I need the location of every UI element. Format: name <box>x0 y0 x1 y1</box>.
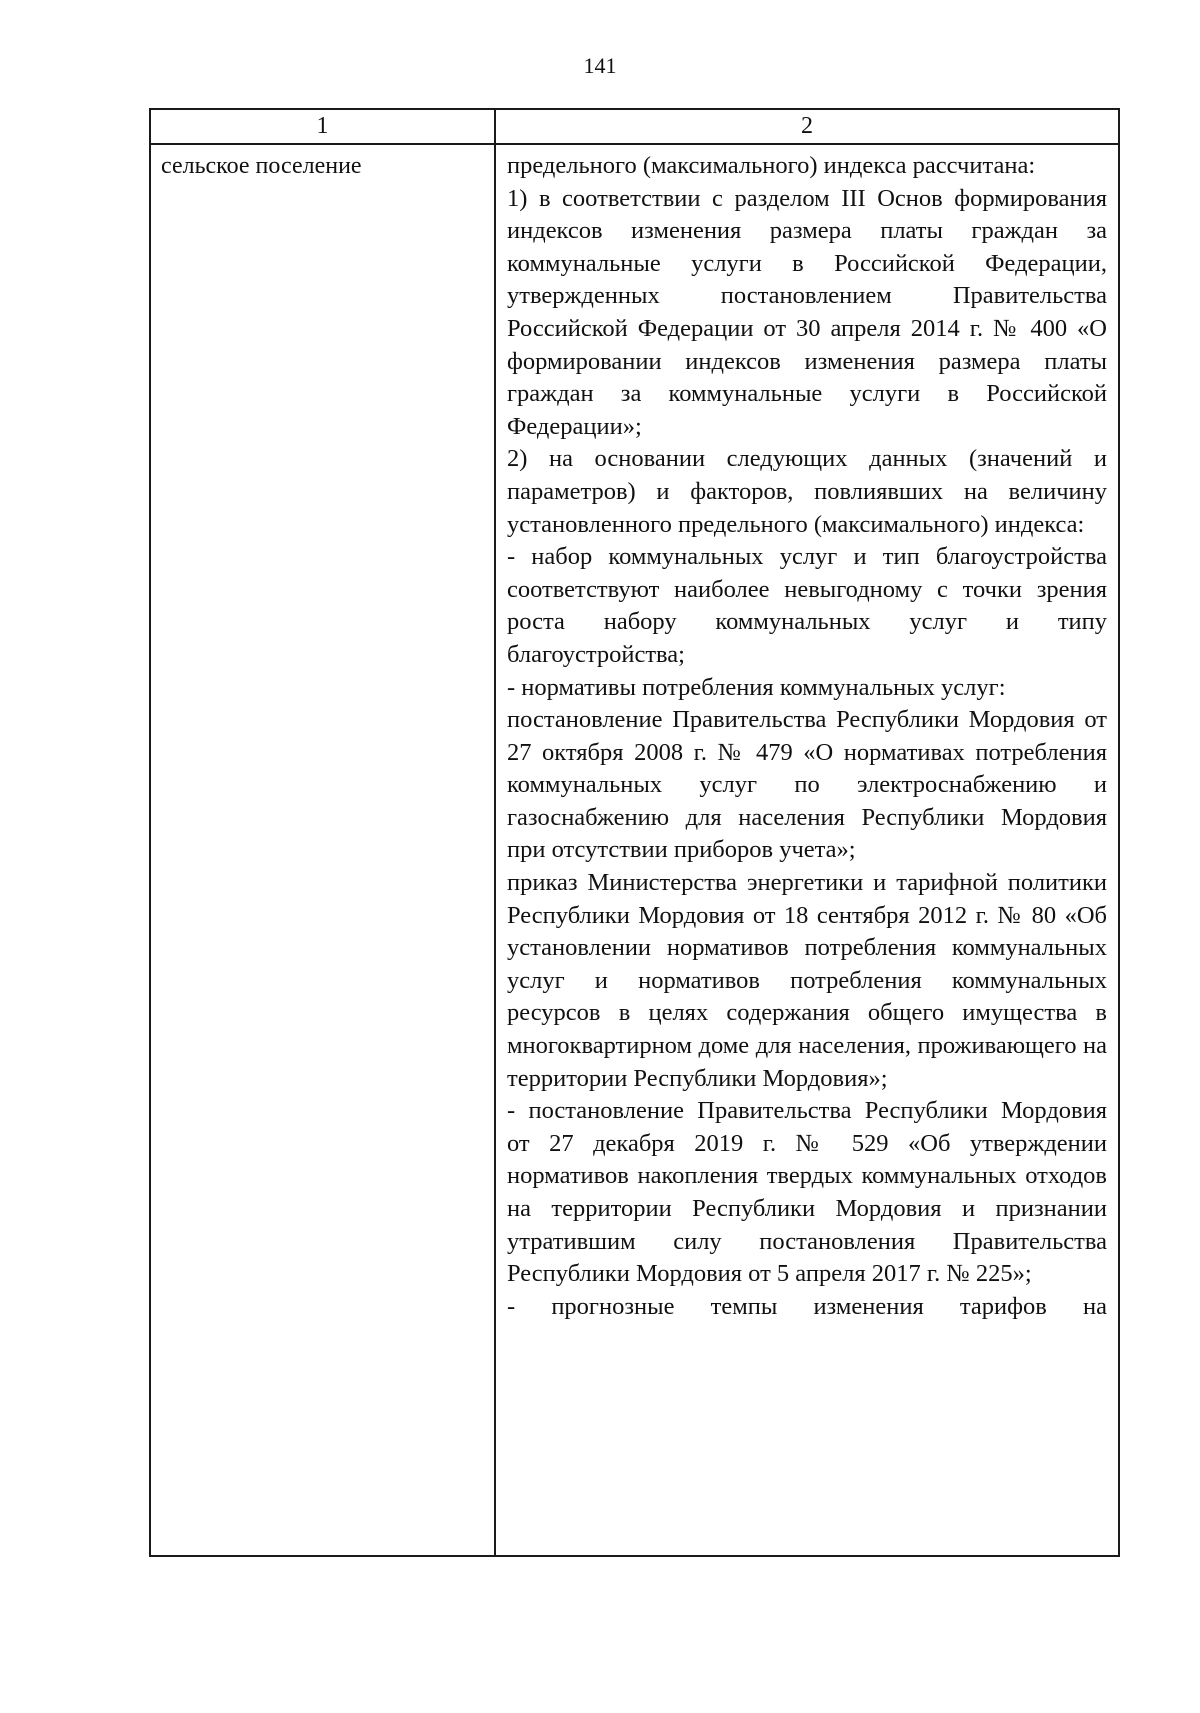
table-header-row <box>151 110 1118 145</box>
paragraph-tariff-forecast: - прогнозные темпы изменения тарифов на <box>507 1292 1107 1320</box>
column-header-1: 1 <box>316 113 329 139</box>
paragraph-resolution-529: - постановление Правительства Республики Мордовия от 27 декабря 2019 г. № 529 «Об утверждении нормативов накопления твердых коммунальных отходов на территории Республики Мордовия и признании утратившим силу постановления Правительства Республики Мордовия от 5 апреля 2017 г. № 225»; <box>507 1097 1107 1288</box>
paragraph-consumption-norms: - нормативы потребления коммунальных услуг: <box>507 673 1006 701</box>
column-header-2: 2 <box>801 113 813 139</box>
paragraph-intro: предельного (максимального) индекса рассчитана: <box>507 152 1036 179</box>
paragraph-item-1: 1) в соответствии с разделом III Основ формирования индексов изменения размера платы граждан за коммунальные услуги в Российской Федерации, утвержденных постановлением Правительства Российской Федерации от 30 апреля 2014 г. № 400 «О формировании индексов изменения размера платы граждан за коммунальные услуги в Российской Федерации»; <box>507 184 1107 440</box>
description-cell <box>507 150 1107 1323</box>
paragraph-order-80: приказ Министерства энергетики и тарифной политики Республики Мордовия от 18 сентября 2012 г. № 80 «Об установлении нормативов потребления коммунальных услуг и нормативов потребления коммунальных ресурсов в целях содержания общего имущества в многоквартирном доме для населения, проживающего на территории Республики Мордовия»; <box>507 869 1107 1092</box>
paragraph-resolution-479: постановление Правительства Республики Мордовия от 27 октября 2008 г. № 479 «О нормативах потребления коммунальных услуг по электроснабжению и газоснабжению для населения Республики Мордовия при отсутствии приборов учета»; <box>507 706 1107 864</box>
page-number: 141 <box>583 53 617 78</box>
document-table <box>149 108 1120 1557</box>
paragraph-item-2: 2) на основании следующих данных (значений и параметров) и факторов, повлиявших на величину установленного предельного (максимального) индекса: <box>507 445 1107 538</box>
column-divider <box>494 110 496 1555</box>
territory-cell: сельское поселение <box>161 153 362 179</box>
paragraph-services-set: - набор коммунальных услуг и тип благоустройства соответствуют наиболее невыгодному с точки зрения роста набору коммунальных услуг и типу благоустройства; <box>507 543 1107 668</box>
